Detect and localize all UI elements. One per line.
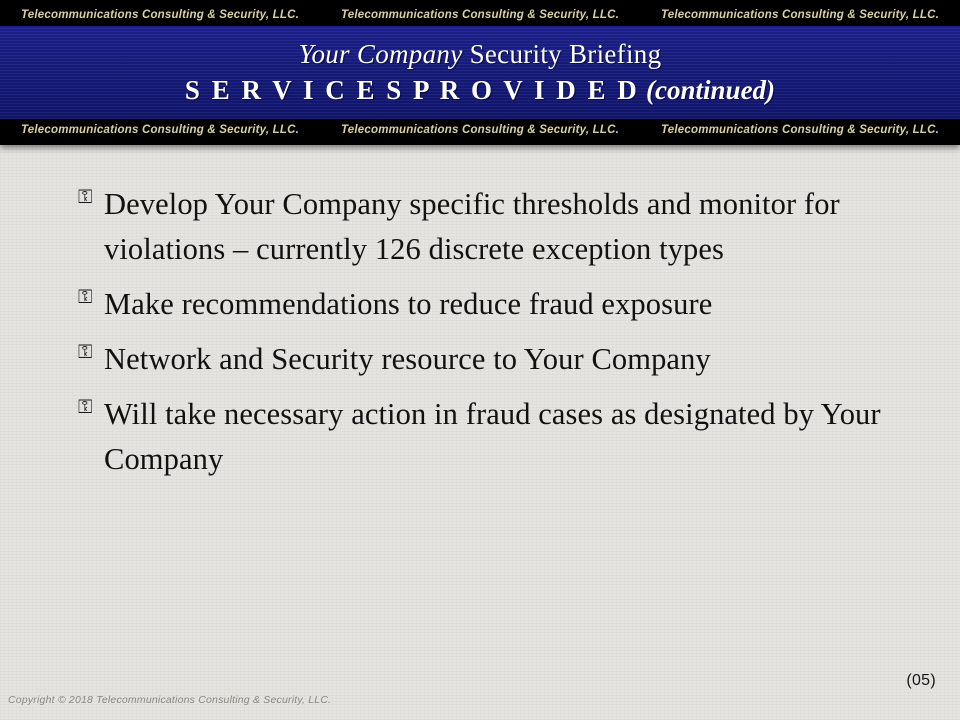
- padlock-icon: ⚿: [78, 342, 93, 363]
- ticker-top-item-3: Telecommunications Consulting & Security, LLC.: [661, 9, 939, 21]
- header-band: [0, 0, 960, 145]
- list-item: [78, 337, 898, 382]
- subtitle-main: S E R V I C E S P R O V I D E D: [184, 75, 640, 105]
- list-item: [78, 282, 898, 327]
- copyright-notice: Copyright © 2018 Telecommunications Consulting & Security, LLC.: [8, 694, 332, 706]
- title-plate: [0, 26, 960, 119]
- padlock-icon: ⚿: [78, 397, 93, 418]
- page-number: (05): [906, 672, 936, 689]
- title-rest: Security Briefing: [469, 39, 662, 69]
- slide-subtitle: [185, 73, 775, 107]
- ticker-bottom-item-3: Telecommunications Consulting & Security, LLC.: [661, 124, 939, 136]
- ticker-strip-bottom: [0, 119, 960, 141]
- list-item: [78, 182, 898, 272]
- subtitle-suffix: (continued): [646, 75, 776, 105]
- bullet-text: Develop Your Company specific thresholds and monitor for violations – currently 126 discrete exception types: [104, 187, 840, 266]
- ticker-strip-top: [0, 4, 960, 26]
- bullet-text: Will take necessary action in fraud cases as designated by Your Company: [104, 397, 881, 476]
- padlock-icon: ⚿: [78, 187, 93, 208]
- slide-title: [299, 38, 662, 70]
- ticker-bottom-item-1: Telecommunications Consulting & Security, LLC.: [21, 124, 299, 136]
- bullet-list: [78, 182, 898, 492]
- padlock-icon: ⚿: [78, 287, 93, 308]
- bullet-text: Make recommendations to reduce fraud exposure: [104, 287, 713, 321]
- list-item: [78, 392, 898, 482]
- ticker-bottom-item-2: Telecommunications Consulting & Security, LLC.: [341, 124, 619, 136]
- ticker-top-item-1: Telecommunications Consulting & Security, LLC.: [21, 9, 299, 21]
- title-company-name: Your Company: [298, 39, 463, 69]
- ticker-top-item-2: Telecommunications Consulting & Security, LLC.: [341, 9, 619, 21]
- bullet-text: Network and Security resource to Your Company: [104, 342, 711, 376]
